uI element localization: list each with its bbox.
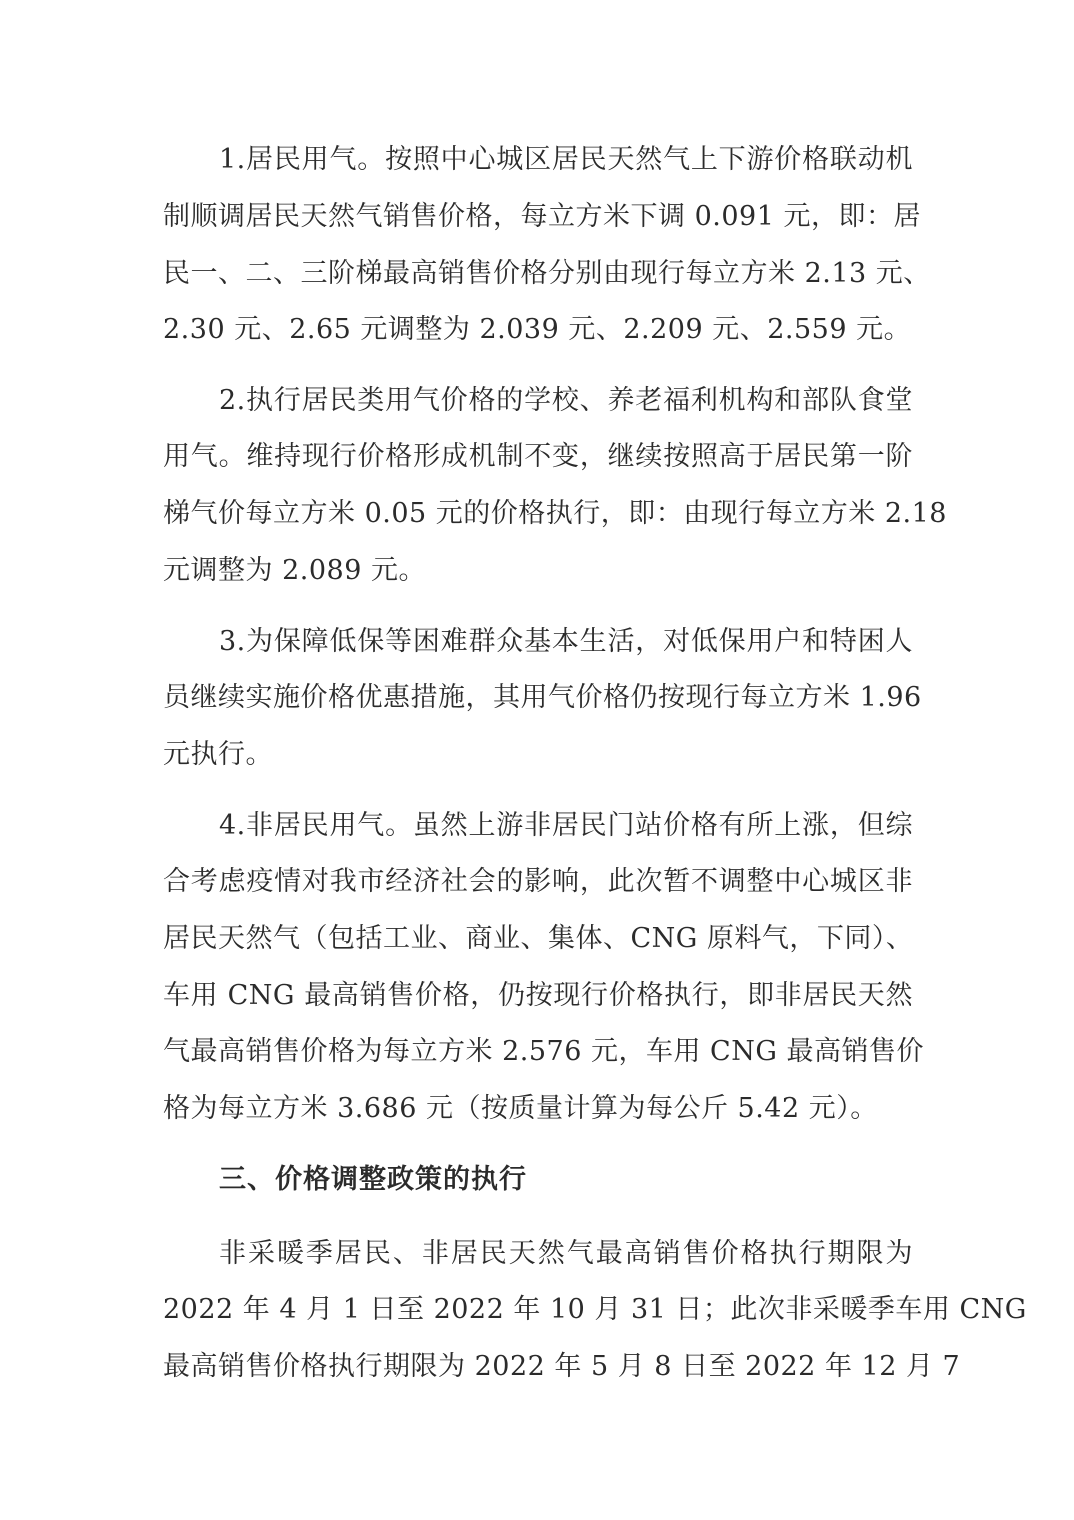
paragraph-4-line-5: 气最高销售价格为每立方米 2.576 元，车用 CNG 最高销售价 [163, 1036, 924, 1067]
paragraph-4-line-4: 车用 CNG 最高销售价格，仍按现行价格执行，即非居民天然 [163, 980, 913, 1011]
paragraph-2-line-2: 用气。维持现行价格形成机制不变，继续按照高于居民第一阶 [163, 441, 913, 472]
paragraph-3-line-2: 员继续实施价格优惠措施，其用气价格仍按现行每立方米 1.96 [163, 682, 922, 713]
paragraph-1-line-1: 1.居民用气。按照中心城区居民天然气上下游价格联动机 [219, 144, 913, 175]
paragraph-1-line-4: 2.30 元、2.65 元调整为 2.039 元、2.209 元、2.559 元。 [163, 314, 912, 345]
paragraph-2-line-1: 2.执行居民类用气价格的学校、养老福利机构和部队食堂 [219, 385, 913, 416]
final-paragraph-line-2: 2022 年 4 月 1 日至 2022 年 10 月 31 日；此次非采暖季车用 CNG [163, 1294, 1027, 1325]
section-heading: 三、价格调整政策的执行 [219, 1164, 527, 1195]
paragraph-3-line-3: 元执行。 [163, 739, 273, 770]
final-paragraph-line-3: 最高销售价格执行期限为 2022 年 5 月 8 日至 2022 年 12 月 7 [163, 1351, 961, 1382]
paragraph-1-line-2: 制顺调居民天然气销售价格，每立方米下调 0.091 元，即：居 [163, 201, 921, 232]
paragraph-4-line-2: 合考虑疫情对我市经济社会的影响，此次暂不调整中心城区非 [163, 866, 913, 897]
paragraph-1-line-3: 民一、二、三阶梯最高销售价格分别由现行每立方米 2.13 元、 [163, 258, 931, 289]
final-paragraph-line-1: 非采暖季居民、非居民天然气最高销售价格执行期限为 [219, 1238, 913, 1269]
paragraph-4-line-3: 居民天然气（包括工业、商业、集体、CNG 原料气，下同）、 [163, 923, 914, 954]
paragraph-4-line-1: 4.非居民用气。虽然上游非居民门站价格有所上涨，但综 [219, 810, 913, 841]
paragraph-3-line-1: 3.为保障低保等困难群众基本生活，对低保用户和特困人 [219, 626, 913, 657]
paragraph-2-line-4: 元调整为 2.089 元。 [163, 555, 426, 586]
paragraph-2-line-3: 梯气价每立方米 0.05 元的价格执行，即：由现行每立方米 2.18 [163, 498, 947, 529]
paragraph-4-line-6: 格为每立方米 3.686 元（按质量计算为每公斤 5.42 元）。 [163, 1093, 878, 1124]
